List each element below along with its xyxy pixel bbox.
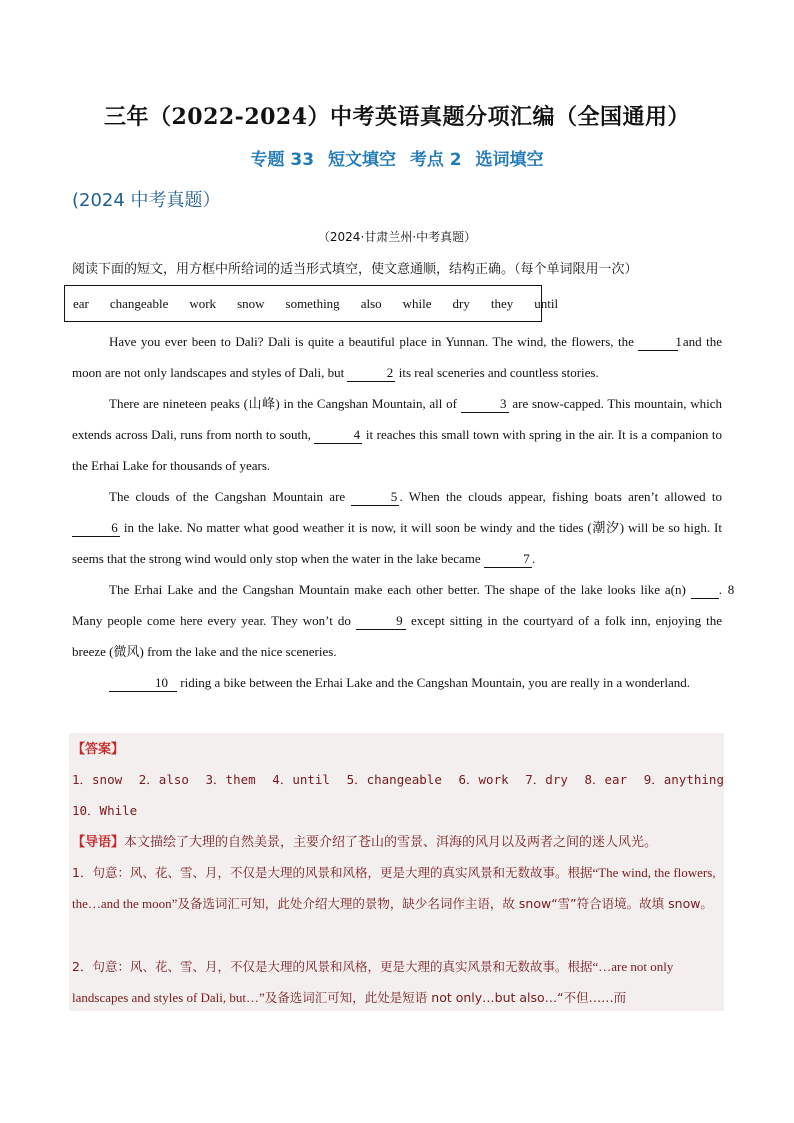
passage-paragraph-1 [72, 326, 722, 388]
answer-item: 1．snow [72, 772, 123, 787]
word-bank-item: changeable [109, 295, 169, 311]
explanation-quote: “The wind, the flowers, the…and the moon” [72, 865, 716, 911]
section-heading: (2024 中考真题） [72, 190, 221, 211]
passage-paragraph-3 [72, 481, 722, 574]
passage-paragraph-4 [72, 574, 735, 667]
explanation-text: 及备选词汇可知，此处是短语 not only…but also…“不但……而 [264, 990, 627, 1005]
question-instruction: 阅读下面的短文，用方框中所给词的适当形式填空，使文意通顺，结构正确。（每个单词限用一次） [72, 262, 638, 277]
passage-text: its real sceneries and countless stories. [398, 365, 599, 380]
subtitle-name: 选词填空 [475, 150, 544, 170]
explanation-quote: “…are not only landscapes and styles of Dali, but…” [72, 959, 674, 1005]
explanation-1 [72, 857, 724, 919]
explanation-text: 及备选词汇可知，此处介绍大理的景物，缺少名词作主语，故 snow“雪”符合语境。故填 snow。 [177, 896, 713, 911]
passage-paragraph-2 [72, 388, 722, 481]
passage-text: it reaches this small town with spring in the air. It is a companion to the Erhai Lake for thousands of years. [72, 427, 723, 473]
answer-label: 【答案】 [72, 742, 125, 757]
passage-text: . Many people come here every year. They won’t do [72, 582, 723, 628]
blank-6: 6 [72, 520, 120, 537]
answer-item: 8．ear [584, 772, 628, 787]
passage-text: except sitting in the courtyard of a folk inn, enjoying the breeze (微风) from the lake and the nice sceneries. [72, 613, 723, 659]
blank-2: 2 [347, 365, 395, 382]
passage-text: are snow-capped. This mountain, which extends across Dali, runs from north to south, [72, 396, 722, 442]
blank-9: 9 [356, 613, 406, 630]
answer-item: 6．work [458, 772, 509, 787]
answer-item: 5．changeable [346, 772, 442, 787]
answer-list [72, 770, 724, 788]
word-bank [64, 285, 559, 322]
answer-item: 2．also [138, 772, 189, 787]
blank-7: 7 [484, 551, 532, 568]
explanation-2 [72, 951, 724, 1013]
passage-text: There are nineteen peaks (山峰) in the Cangshan Mountain, all of [109, 396, 457, 411]
passage-text: . When the clouds appear, fishing boats aren’t allowed to [399, 489, 723, 504]
question-source: （2024·甘肃兰州·中考真题） [317, 230, 477, 244]
blank-1: 1 [638, 334, 678, 351]
passage-text: The Erhai Lake and the Cangshan Mountain make each other better. The shape of the lake looks like a(n) [109, 582, 686, 597]
word-bank-item: snow [237, 295, 265, 311]
subtitle-topic: 专题 33 [250, 150, 315, 170]
guide [72, 831, 657, 850]
subtitle-type: 短文填空 [327, 150, 396, 170]
passage-text: . [531, 551, 536, 566]
word-bank-item: dry [452, 295, 470, 311]
word-bank-item: until [534, 295, 559, 311]
word-bank-item: work [189, 295, 217, 311]
passage [72, 326, 735, 698]
subtitle-point: 考点 2 [409, 150, 462, 170]
blank-5: 5 [351, 489, 399, 506]
guide-text: 本文描绘了大理的自然美景，主要介绍了苍山的雪景、洱海的风月以及两者之间的迷人风光。 [124, 835, 658, 850]
passage-text: riding a bike between the Erhai Lake and the Cangshan Mountain, you are really in a wonderland. [180, 675, 690, 690]
blank-10: 10 [109, 675, 177, 692]
word-bank-item: also [360, 295, 382, 311]
passage-paragraph-5 [72, 667, 722, 698]
answer-item: 3．them [205, 772, 256, 787]
blank-3: 3 [461, 396, 509, 413]
answer-item: 9．anything [643, 772, 724, 787]
page-subtitle [0, 145, 794, 170]
answer-item: 7．dry [525, 772, 568, 787]
explanation-text: 1．句意：风、花、雪、月，不仅是大理的风景和风格，更是大理的真实风景和无数故事。根据 [72, 865, 593, 880]
word-bank-item: something [285, 295, 340, 311]
answer-item: 4．until [272, 772, 330, 787]
word-bank-item: they [490, 295, 514, 311]
explanation-text: 2．句意：风、花、雪、月，不仅是大理的风景和风格，更是大理的真实风景和无数故事。根据 [72, 959, 593, 974]
guide-label: 【导语】 [72, 835, 125, 850]
page-title: 三年（2022-2024）中考英语真题分项汇编（全国通用） [103, 104, 691, 130]
blank-4: 4 [314, 427, 362, 444]
passage-text: and the moon are not only landscapes and styles of Dali, but [72, 334, 723, 380]
word-bank-item: while [402, 295, 432, 311]
blank-8: 8 [691, 582, 719, 599]
word-bank-item: ear [73, 295, 89, 311]
answer-item-10: 10．While [72, 803, 138, 818]
passage-text: in the lake. No matter what good weather it is now, it will soon be windy and the tides (潮汐) will be so high. It seems that the strong wind would only stop when the water in the lake became [72, 520, 722, 566]
passage-text: Have you ever been to Dali? Dali is quite a beautiful place in Yunnan. The wind, the flowers, the [109, 334, 634, 349]
passage-text: The clouds of the Cangshan Mountain are [109, 489, 346, 504]
